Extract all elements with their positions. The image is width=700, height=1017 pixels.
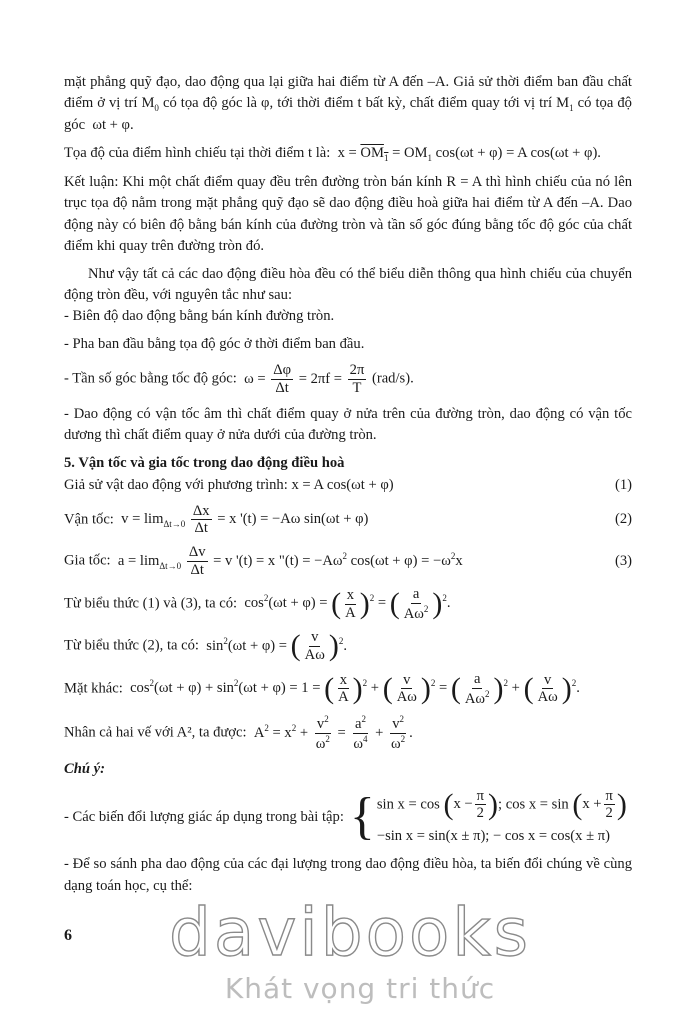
eq3-number: (3) <box>614 552 632 569</box>
projection-equation: $x = OM_1 = OM_1$ cos(ωt + φ) = A cos(ωt + φ). <box>333 145 601 164</box>
note-phase-compare: - Để so sánh pha dao động của các đại lượng trong dao động điều hòa, ta biến đổi chúng về cùng dạng toán học, cụ thể: <box>64 856 632 894</box>
result1-lead: Từ biểu thức (1) và (3), ta có: <box>64 595 238 612</box>
projection-lead: Tọa độ của điểm hình chiếu tại thời điểm t là: <box>64 145 331 162</box>
result3-lead: Mặt khác: <box>64 680 123 697</box>
page-body <box>64 72 632 897</box>
page-number: 6 <box>64 927 72 944</box>
paragraph-principle: Như vậy tất cả các dao động điều hòa đều có thể biểu diễn thông qua hình chiếu của chuyển động tròn đều, với nguyên tắc như sau: <box>64 265 632 303</box>
eq1-lead: Giả sử vật dao động với phương trình: <box>64 476 288 493</box>
eq1-number: (1) <box>614 476 632 493</box>
section-heading: 5. Vận tốc và gia tốc trong dao động điều hoà <box>64 455 345 472</box>
equation-row-1 <box>64 475 632 496</box>
result-row-1 <box>64 586 632 622</box>
result-row-2 <box>64 629 632 664</box>
trig-line-1: sin x = cos ( x − $\frac{\pi}{2}$ ) ; cos x = sin ( x + $\frac{\pi}{2}$ ) <box>376 787 627 822</box>
equation-row-3 <box>64 544 632 579</box>
result4-formula: $A^2 = x^2$ + $\frac{v^2}{\omega^2}$ = $\frac{a^2}{\omega^4}$ + $\frac{v^2}{\omega^2}$ . <box>250 714 413 752</box>
bullet-velocity-sign: - Dao động có vận tốc âm thì chất điểm quay ở nửa trên của đường tròn, dao động có vận tốc dương thì chất điểm quay ở nửa dưới của đường tròn. <box>64 406 632 444</box>
result2-lead: Từ biểu thức (2), ta có: <box>64 637 199 654</box>
result-row-4 <box>64 714 632 752</box>
angular-frequency-equation: ω = $\frac{\Delta\varphi}{\Delta t}$ = 2πf = $\frac{2\pi}{T}$ <box>240 362 365 397</box>
note-trig-lead: - Các biến đổi lượng giác áp dụng trong bài tập: <box>64 808 344 825</box>
bullet-amplitude: - Biên độ dao động bằng bán kính đường tròn. <box>64 308 335 325</box>
eq2-formula: $v = \lim_{\Delta t\to 0}$ $\frac{\Delta x}{\Delta t}$ = x '(t) = −Aω sin(ωt + φ) <box>117 502 369 537</box>
watermark-slogan: Khát vọng tri thức <box>224 972 496 1005</box>
eq2-number: (2) <box>614 511 632 528</box>
eq2-lead: Vận tốc: <box>64 511 114 528</box>
note-title: Chú ý: <box>64 761 105 778</box>
result4-lead: Nhân cả hai vế với A², ta được: <box>64 724 247 741</box>
angular-frequency-lead: - Tần số góc bằng tốc độ góc: <box>64 371 237 388</box>
bullet-angular-frequency <box>64 362 632 397</box>
bullet-phase: - Pha ban đầu bằng tọa độ góc ở thời điểm ban đầu. <box>64 336 365 353</box>
eq3-lead: Gia tốc: <box>64 552 111 569</box>
trig-line-2: −sin x = sin(x ± π); − cos x = cos(x ± π) <box>376 828 610 845</box>
watermark-brand: davibooks <box>169 894 531 971</box>
note-trig <box>64 788 632 848</box>
eq1-formula: x = A cos(ωt + φ) <box>291 476 394 493</box>
eq3-formula: $a = \lim_{\Delta t\to 0}$ $\frac{\Delta v}{\Delta t}$ = v '(t) = x "$(t) = -A\omega^2$ $\cos(\omega t + \varphi) = -\omega^2x$ <box>114 544 463 578</box>
trig-identities: { sin x = cos ( x − $\frac{\pi}{2}$ ) ; cos x = sin ( x + $\frac{\pi}{2}$ ) −sin x = sin(x ± π); − cos x = cos(x ± π) <box>349 787 627 846</box>
paragraph-projection <box>64 143 632 165</box>
equation-row-2 <box>64 503 632 538</box>
angular-frequency-unit: (rad/s). <box>371 371 414 388</box>
result-row-3 <box>64 671 632 707</box>
paragraph-intro: mặt phẳng quỹ đạo, dao động qua lại giữa hai điểm từ A đến –A. Giả sử thời điểm ban đầu chất điểm ở vị trí $M_0$ có tọa độ góc là φ, tới thời điểm t bất kỳ, chất điểm quay tới vị trí $M_1$ có tọa độ góc ωt + φ. <box>64 74 632 134</box>
result1-formula: $\cos^2(\omega t + \varphi)$ = ( $\frac{x}{A}$ ) $^2$ = ( $\frac{a}{A\omega^2}$ ) $^2$. <box>240 585 451 622</box>
paragraph-conclusion: Kết luận: Khi một chất điểm quay đều trên đường tròn bán kính R = A thì hình chiếu của nó lên trục tọa độ nằm trong mặt phẳng quỹ đạo sẽ dao động điều hoà giữa hai điểm từ A đến –A. Dao động này có biên độ bằng bán kính của đường tròn và tần số góc đúng bằng tốc độ góc của chất điểm khi quay trên đường tròn đó. <box>64 174 632 254</box>
result3-formula: $\cos^2(\omega t + \varphi) + \sin^2(\omega t + \varphi) = 1$ = ( $\frac{x}{A}$ ) $^2$ + ( $\frac{v}{A\omega}$ ) $^2$ = ( $\frac{a}{A\omega^2}$ ) $^2$ + ( $\frac{v}{A\omega}$ ) $^2$. <box>126 670 580 707</box>
result2-formula: $\sin^2(\omega t + \varphi)$ = ( $\frac{v}{A\omega}$ ) $^2$. <box>202 629 347 663</box>
